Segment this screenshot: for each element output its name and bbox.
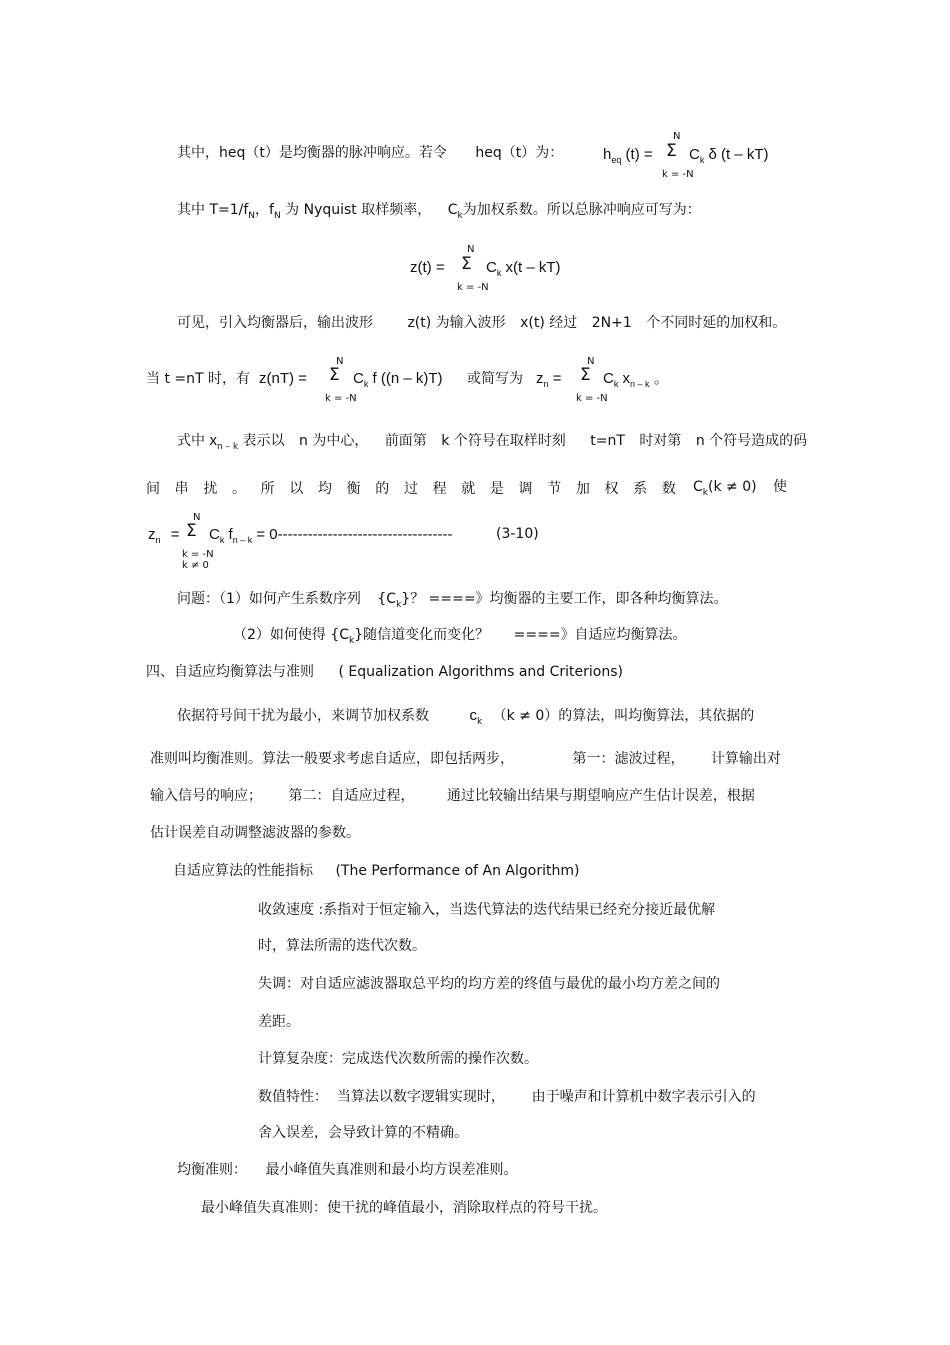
char: 权 [604,481,619,497]
char: 衡 [346,481,361,497]
text: 2N+1 [591,315,632,331]
char: 节 [547,481,562,497]
text: 准则叫均衡准则。算法一般要求考虑自适应，即包括两步， [150,751,514,767]
char: 串 [174,481,189,497]
math-sub: k [702,488,708,498]
text: 依据符号间干扰为最小，来调节加权系数 [177,708,429,724]
sigma-top: N [467,244,475,255]
text: }？ ====》均衡器的主要工作，即各种均衡算法。 [401,591,728,607]
text: ====》自适应均衡算法。 [513,627,687,643]
char: 是 [489,481,504,497]
text: 问题：（1）如何产生系数序列 [177,591,361,607]
line-nyquist [177,201,701,221]
text: 四、自适应均衡算法与准则 [146,664,314,680]
text: 。 [653,370,669,387]
char: 间 [146,481,160,497]
sigma-icon: Σ [461,254,472,274]
math-sub: N [248,211,256,221]
text: 输入信号的响应； [150,788,262,804]
math: C [353,370,364,387]
char: 所 [260,481,275,497]
text: 第二：自适应过程， [288,788,415,804]
item-numerical-1: 数值特性： 当算法以数字逻辑实现时， 由于噪声和计算机中数字表示引入的 [258,1089,756,1105]
criteria-line [177,1161,517,1179]
sigma-bottom: k = -N [325,393,357,404]
equation-zn [536,370,561,389]
paragraph-line-1 [177,707,754,727]
item-complexity: 计算复杂度：完成迭代次数所需的操作次数。 [258,1051,538,1067]
text: 最小峰值失真准则和最小均方误差准则。 [265,1162,518,1178]
text: 时对第 [639,433,682,449]
item-convergence-1: 收敛速度 :系指对于恒定输入，当迭代算法的迭代结果已经充分接近最优解 [258,902,716,918]
text: 前面第 [384,433,427,449]
math: {C [377,591,397,607]
char: 。 [231,481,246,497]
text: 均衡准则： [177,1162,247,1178]
math: C [603,370,614,387]
paragraph-line-4: 估计误差自动调整滤波器的参数。 [150,825,360,841]
math: δ (t – kT) [708,146,769,163]
math-sub: k [699,155,705,165]
char: 均 [317,481,332,497]
char: 数 [661,481,676,497]
line-heq-intro [177,144,563,162]
text: 其中，heq（t）是均衡器的脉冲响应。若令 [177,145,447,161]
math: f [228,526,233,543]
math: (k ≠ 0) [708,479,757,495]
sigma-top: N [193,512,201,523]
criteria-peak-distortion: 最小峰值失真准则：使干扰的峰值最小，消除取样点的符号干扰。 [201,1200,607,1216]
text: n 个符号造成的码 [695,433,808,449]
sigma-icon: Σ [666,141,677,161]
line-output-wave [177,314,786,332]
sigma-bottom: k = -N [576,393,608,404]
math-sub: k [363,379,369,389]
char: 加 [575,481,590,497]
text: 通过比较输出结果与期望响应产生估计误差，根据 [446,788,755,804]
equation-zn-rhs [603,370,669,389]
math-h: h [603,146,612,163]
text: （k ≠ 0）的算法，叫均衡算法，其依据的 [492,708,755,724]
math: C [689,146,700,163]
question-1 [177,590,728,610]
math: x(t – kT) [505,259,561,276]
text: x(t) 经过 [520,315,578,331]
sigma-top: N [673,131,681,142]
sigma-top: N [587,356,595,367]
text: k 个符号在取样时刻 [441,433,566,449]
text: heq（t）为： [475,145,564,161]
math: C [447,202,458,218]
line-t-nT: 当 t =nT 时，有 [146,371,250,387]
math-sub: n [155,535,161,545]
text: 其中 T=1/f [177,202,249,218]
line-justified [146,478,676,498]
char: 过 [403,481,418,497]
item-misadjustment-1: 失调：对自适应滤波器取总平均的均方差的终值与最优的最小均方差之间的 [258,976,720,992]
equation-znT-rhs [353,370,443,389]
sigma-top: N [336,356,344,367]
math-sub: n – k [232,535,253,545]
math-eq: (t) = [625,146,653,163]
math: z [148,526,156,543]
line-justified-tail [693,478,787,498]
text: (The Performance of An Algorithm) [335,863,580,879]
equation-znT: z(nT) = [259,370,307,387]
math: c [469,707,477,724]
sigma-bottom: k = -N [662,169,694,180]
char: 程 [432,481,447,497]
char: 以 [289,481,304,497]
math-sub: k [613,379,619,389]
sigma-bottom: k = -N [457,282,489,293]
text: 使 [773,479,788,495]
math-sub: k [457,211,463,221]
item-numerical-2: 舍入误差，会导致计算的不精确。 [258,1125,468,1141]
text: 式中 [177,433,205,449]
char: 系 [633,481,648,497]
math: = [170,526,180,543]
math: f ((n – k)T) [372,370,443,387]
math: z [536,370,544,387]
sigma-icon: Σ [580,365,591,385]
performance-heading [173,862,579,880]
text: t=nT [590,433,625,449]
item-misadjustment-2: 差距。 [258,1014,300,1030]
sigma-icon: Σ [186,521,197,541]
question-2 [233,626,687,646]
sigma-icon: Σ [329,365,340,385]
equation-zn-zero-rhs [209,526,452,545]
text: 为 Nyquist 取样频率， [285,202,432,218]
math-sub: n – k [630,379,650,389]
text: 表示以 [242,433,285,449]
math: C [693,479,703,495]
line-isi-desc [177,432,807,452]
text: 自适应算法的性能指标 [173,863,313,879]
equation-zt-rhs [486,259,561,278]
text: z(t) 为输入波形 [407,315,506,331]
char: 调 [518,481,533,497]
equation-heq-rhs [689,146,769,165]
paragraph-line-3 [150,787,755,805]
item-convergence-2: 时，算法所需的迭代次数。 [258,938,426,954]
math-sub: k [219,535,225,545]
text: 可见，引入均衡器后，输出波形 [177,315,373,331]
math-sub: N [273,211,281,221]
text: ，f [255,202,274,218]
math: C [486,259,497,276]
sigma-bottom: k = -N [182,549,214,560]
text: ( Equalization Algorithms and Criterions) [338,664,623,680]
math-sub: k [496,268,502,278]
math: = 0----------------------------------- [256,526,453,543]
math: = [552,370,562,387]
equation-zt: z(t) = [410,259,445,276]
equation-number: (3-10) [496,526,539,542]
text: n 为中心， [299,433,369,449]
math-sub: k [476,717,483,727]
math-sub: n – k [216,442,239,452]
math-sub: n [543,379,549,389]
text: 为加权系数。所以总脉冲响应可写为： [462,202,701,218]
char: 的 [375,481,390,497]
section-heading [146,663,623,681]
equation-zn-zero [148,526,179,545]
math-sub: k [349,636,355,646]
char: 扰 [203,481,218,497]
math-sub: k [396,600,402,610]
text: 计算输出对 [710,751,781,767]
text: 第一：滤波过程， [572,751,685,767]
equation-heq [603,146,653,165]
math: C [209,526,220,543]
math-sub: eq [611,155,622,165]
math: x [209,432,217,449]
text: （2）如何使得 {C [233,627,350,643]
text: 个不同时延的加权和。 [646,315,787,331]
text: }随信道变化而变化？ [354,627,490,643]
math: x [622,370,631,387]
char: 就 [461,481,476,497]
text-or: 或简写为 [467,371,523,387]
sigma-bottom-2: k ≠ 0 [182,560,209,571]
paragraph-line-2 [150,750,781,768]
